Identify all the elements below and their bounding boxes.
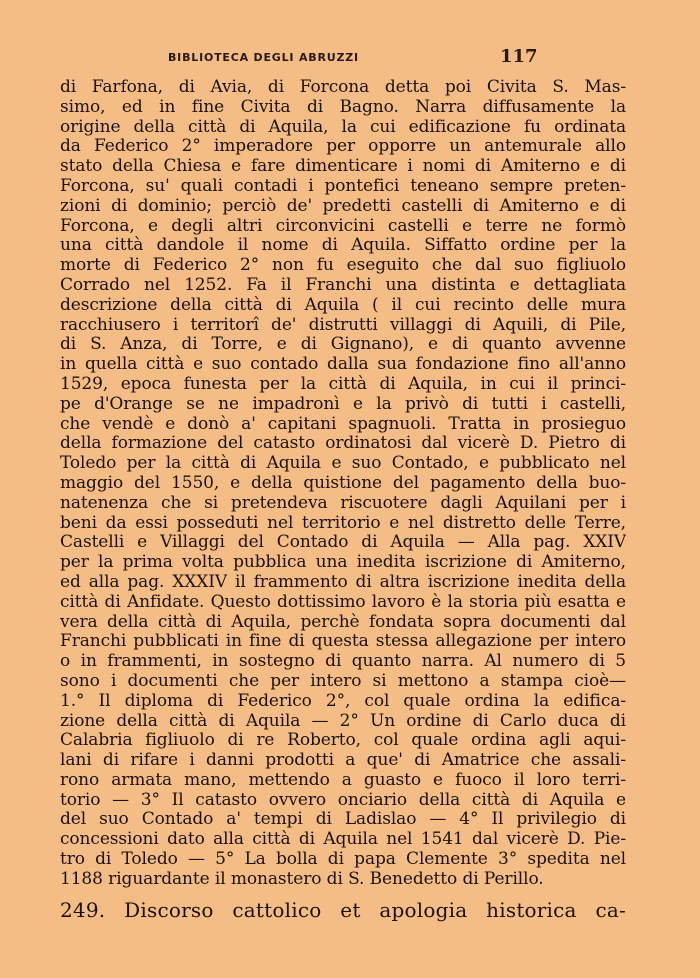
text-line: zioni di dominio; perciò de' predetti castelli di Amiterno e di [60, 196, 626, 216]
text-line: descrizione della città di Aquila ( il cui recinto delle mura [60, 295, 626, 315]
text-line: vera della città di Aquila, perchè fondata sopra documenti dal [60, 612, 626, 632]
text-line: simo, ed in fine Civita di Bagno. Narra diffusamente la [60, 97, 626, 117]
text-line: ed alla pag. XXXIV il frammento di altra iscrizione inedita della [60, 572, 626, 592]
text-line: pe d'Orange se ne impadronì e la privò di tutti i castelli, [60, 394, 626, 414]
text-line: natenenza che si pretendeva riscuotere dagli Aquilani per i [60, 493, 626, 513]
text-line: che vendè e donò a' capitani spagnuoli. Tratta in prosieguo [60, 414, 626, 434]
text-line: stato della Chiesa e fare dimenticare i nomi di Amiterno e di [60, 157, 626, 177]
text-line: da Federico 2° imperadore per opporre un antemurale allo [60, 137, 626, 157]
page-number: 117 [500, 46, 538, 67]
text-line: torio — 3° Il catasto ovvero onciario della città di Aquila e [60, 790, 626, 810]
running-head [0, 48, 700, 68]
text-line: Castelli e Villaggi del Contado di Aquila — Alla pag. XXIV [60, 533, 626, 553]
text-line: sono i documenti che per intero si mettono a stampa cioè— [60, 671, 626, 691]
text-line: Corrado nel 1252. Fa il Franchi una distinta e dettagliata [60, 275, 626, 295]
text-line: morte di Federico 2° non fu eseguito che dal suo figliuolo [60, 256, 626, 276]
text-line: di Farfona, di Avia, di Forcona detta poi Civita S. Mas- [60, 78, 626, 97]
text-line: o in frammenti, in sostegno di quanto narra. Al numero di 5 [60, 652, 626, 672]
text-line: 1.° Il diploma di Federico 2°, col quale ordina la edifica- [60, 691, 626, 711]
text-line: Calabria figliuolo di re Roberto, col quale ordina agli aqui- [60, 731, 626, 751]
text-line: di S. Anza, di Torre, e di Gignano), e di quanto avvenne [60, 335, 626, 355]
text-line: una città dandole il nome di Aquila. Siffatto ordine per la [60, 236, 626, 256]
text-line: Toledo per la città di Aquila e suo Contado, e pubblicato nel [60, 454, 626, 474]
text-line: del suo Contado a' tempi di Ladislao — 4° Il privilegio di [60, 810, 626, 830]
text-line: per la prima volta pubblica una inedita iscrizione di Amiterno, [60, 553, 626, 573]
text-line: origine della città di Aquila, la cui edificazione fu ordinata [60, 117, 626, 137]
text-line: lani di rifare i danni prodotti a que' di Amatrice che assali- [60, 751, 626, 771]
text-line: in quella città e suo contado dalla sua fondazione fino all'anno [60, 355, 626, 375]
text-line: Franchi pubblicati in fine di questa stessa allegazione per intero [60, 632, 626, 652]
text-line: zione della città di Aquila — 2° Un ordine di Carlo duca di [60, 711, 626, 731]
running-title: BIBLIOTECA DEGLI ABRUZZI [168, 51, 359, 64]
text-line: tro di Toledo — 5° La bolla di papa Clemente 3° spedita nel [60, 850, 626, 870]
text-line: racchiusero i territorî de' distrutti villaggi di Aquili, di Pile, [60, 315, 626, 335]
text-line: Forcona, e degli altri circonvicini castelli e terre ne formò [60, 216, 626, 236]
text-line: 1529, epoca funesta per la città di Aquila, in cui il princi- [60, 374, 626, 394]
text-line: concessioni dato alla città di Aquila nel 1541 dal vicerè D. Pie- [60, 830, 626, 850]
text-line: maggio del 1550, e della quistione del pagamento della buo- [60, 473, 626, 493]
text-line: della formazione del catasto ordinatosi dal vicerè D. Pietro di [60, 434, 626, 454]
text-line: rono armata mano, mettendo a guasto e fuoco il loro terri- [60, 770, 626, 790]
next-entry-heading: 249. Discorso cattolico et apologia historica ca- [60, 898, 626, 922]
text-line: 1188 riguardante il monastero di S. Benedetto di Perillo. [60, 869, 544, 889]
body-text [60, 78, 626, 890]
text-line: Forcona, su' quali contadi i pontefici teneano sempre preten- [60, 176, 626, 196]
text-line: città di Anfidate. Questo dottissimo lavoro è la storia più esatta e [60, 592, 626, 612]
text-line: beni da essi posseduti nel territorio e nel distretto delle Terre, [60, 513, 626, 533]
